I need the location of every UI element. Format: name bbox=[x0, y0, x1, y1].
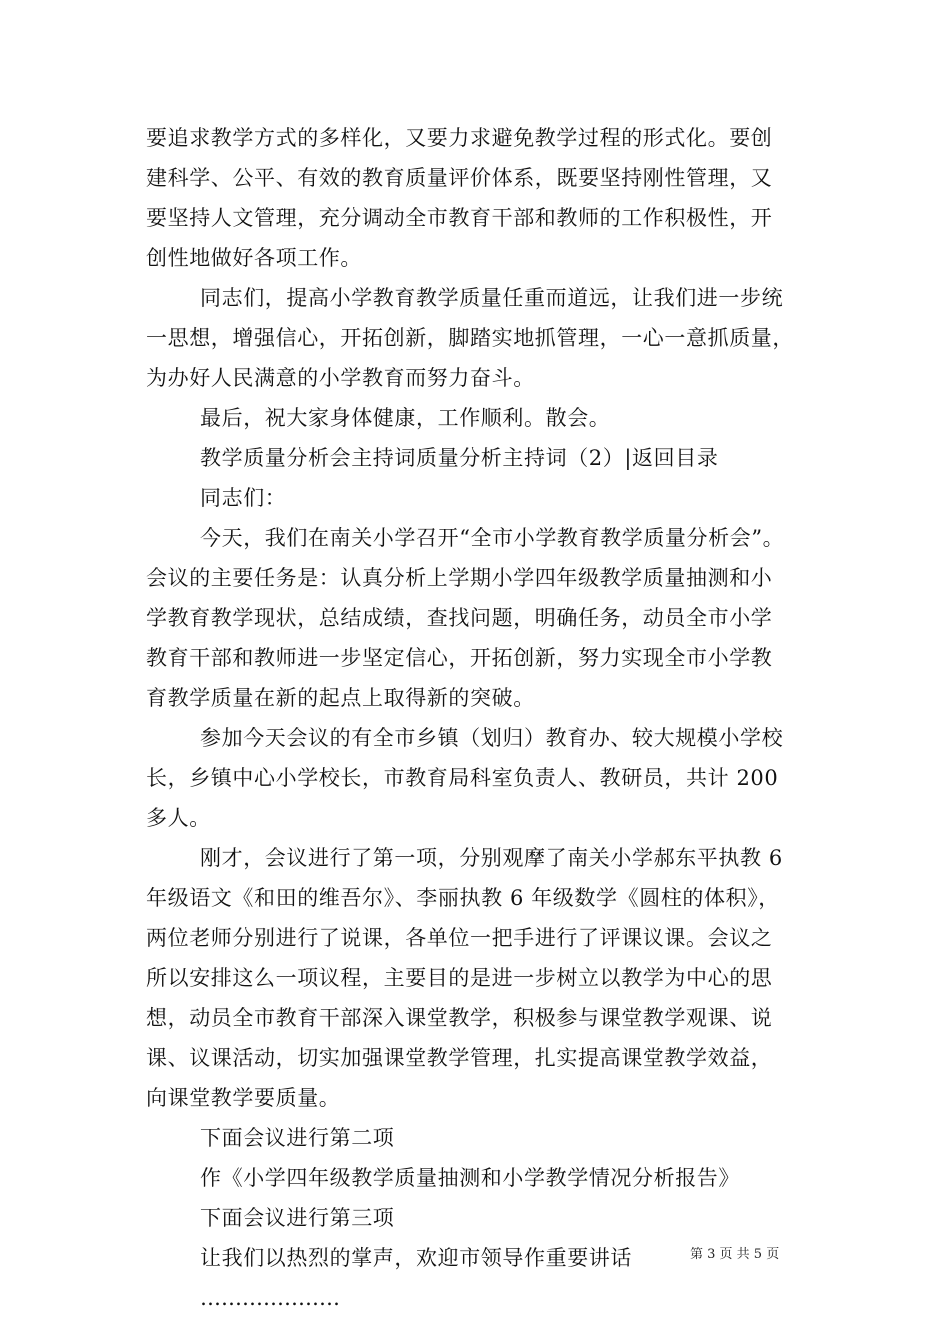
paragraph-line: 让我们以热烈的掌声，欢迎市领导作重要讲话 bbox=[200, 1246, 632, 1270]
paragraph-line: 下面会议进行第二项 bbox=[200, 1126, 395, 1150]
paragraph-line: 年级语文《和田的维吾尔》、李丽执教 6 年级数学《圆柱的体积》， bbox=[146, 886, 780, 910]
paragraph-line: ………………‥ bbox=[200, 1286, 341, 1310]
paragraph-line: 教育干部和教师进一步坚定信心，开拓创新，努力实现全市小学教 bbox=[146, 646, 773, 670]
paragraph-line: 刚才，会议进行了第一项，分别观摩了南关小学郝东平执教 6 bbox=[200, 846, 783, 870]
paragraph-line: 为办好人民满意的小学教育而努力奋斗。 bbox=[146, 366, 535, 390]
paragraph-line: 向课堂教学要质量。 bbox=[146, 1086, 341, 1110]
paragraph-line: 育教学质量在新的起点上取得新的突破。 bbox=[146, 686, 535, 710]
paragraph-line: 会议的主要任务是：认真分析上学期小学四年级教学质量抽测和小 bbox=[146, 566, 773, 590]
paragraph-line: 课、议课活动，切实加强课堂教学管理，扎实提高课堂教学效益， bbox=[146, 1046, 773, 1070]
document-body bbox=[146, 118, 816, 1318]
paragraph-line: 学教育教学现状，总结成绩，查找问题，明确任务，动员全市小学 bbox=[146, 606, 773, 630]
paragraph-line: 教学质量分析会主持词质量分析主持词（2）|返回目录 bbox=[200, 446, 719, 470]
paragraph-line: 参加今天会议的有全市乡镇（划归）教育办、较大规模小学校 bbox=[200, 726, 784, 750]
paragraph-line: 要追求教学方式的多样化，又要力求避免教学过程的形式化。要创 bbox=[146, 126, 773, 150]
paragraph-line: 最后，祝大家身体健康，工作顺利。散会。 bbox=[200, 406, 611, 430]
page-number-footer: 第 3 页 共 5 页 bbox=[690, 1247, 780, 1262]
paragraph-line: 两位老师分别进行了说课，各单位一把手进行了评课议课。会议之 bbox=[146, 926, 773, 950]
paragraph-line: 想，动员全市教育干部深入课堂教学，积极参与课堂教学观课、说 bbox=[146, 1006, 773, 1030]
paragraph-line: 一思想，增强信心，开拓创新，脚踏实地抓管理，一心一意抓质量， bbox=[146, 326, 794, 350]
paragraph-line: 下面会议进行第三项 bbox=[200, 1206, 395, 1230]
paragraph-line: 建科学、公平、有效的教育质量评价体系，既要坚持刚性管理，又 bbox=[146, 166, 773, 190]
paragraph-line: 长，乡镇中心小学校长，市教育局科室负责人、教研员，共计 200 bbox=[146, 766, 779, 790]
paragraph-line: 同志们，提高小学教育教学质量任重而道远，让我们进一步统 bbox=[200, 286, 784, 310]
paragraph-line: 今天，我们在南关小学召开“全市小学教育教学质量分析会”。 bbox=[200, 526, 785, 550]
paragraph-line: 要坚持人文管理，充分调动全市教育干部和教师的工作积极性，开 bbox=[146, 206, 773, 230]
paragraph-line: 作《小学四年级教学质量抽测和小学教学情况分析报告》 bbox=[200, 1166, 740, 1190]
paragraph-line: 所以安排这么一项议程，主要目的是进一步树立以教学为中心的思 bbox=[146, 966, 773, 990]
paragraph-line: 同志们： bbox=[200, 486, 287, 510]
paragraph-line: 创性地做好各项工作。 bbox=[146, 246, 362, 270]
paragraph-line: 多人。 bbox=[146, 806, 211, 830]
